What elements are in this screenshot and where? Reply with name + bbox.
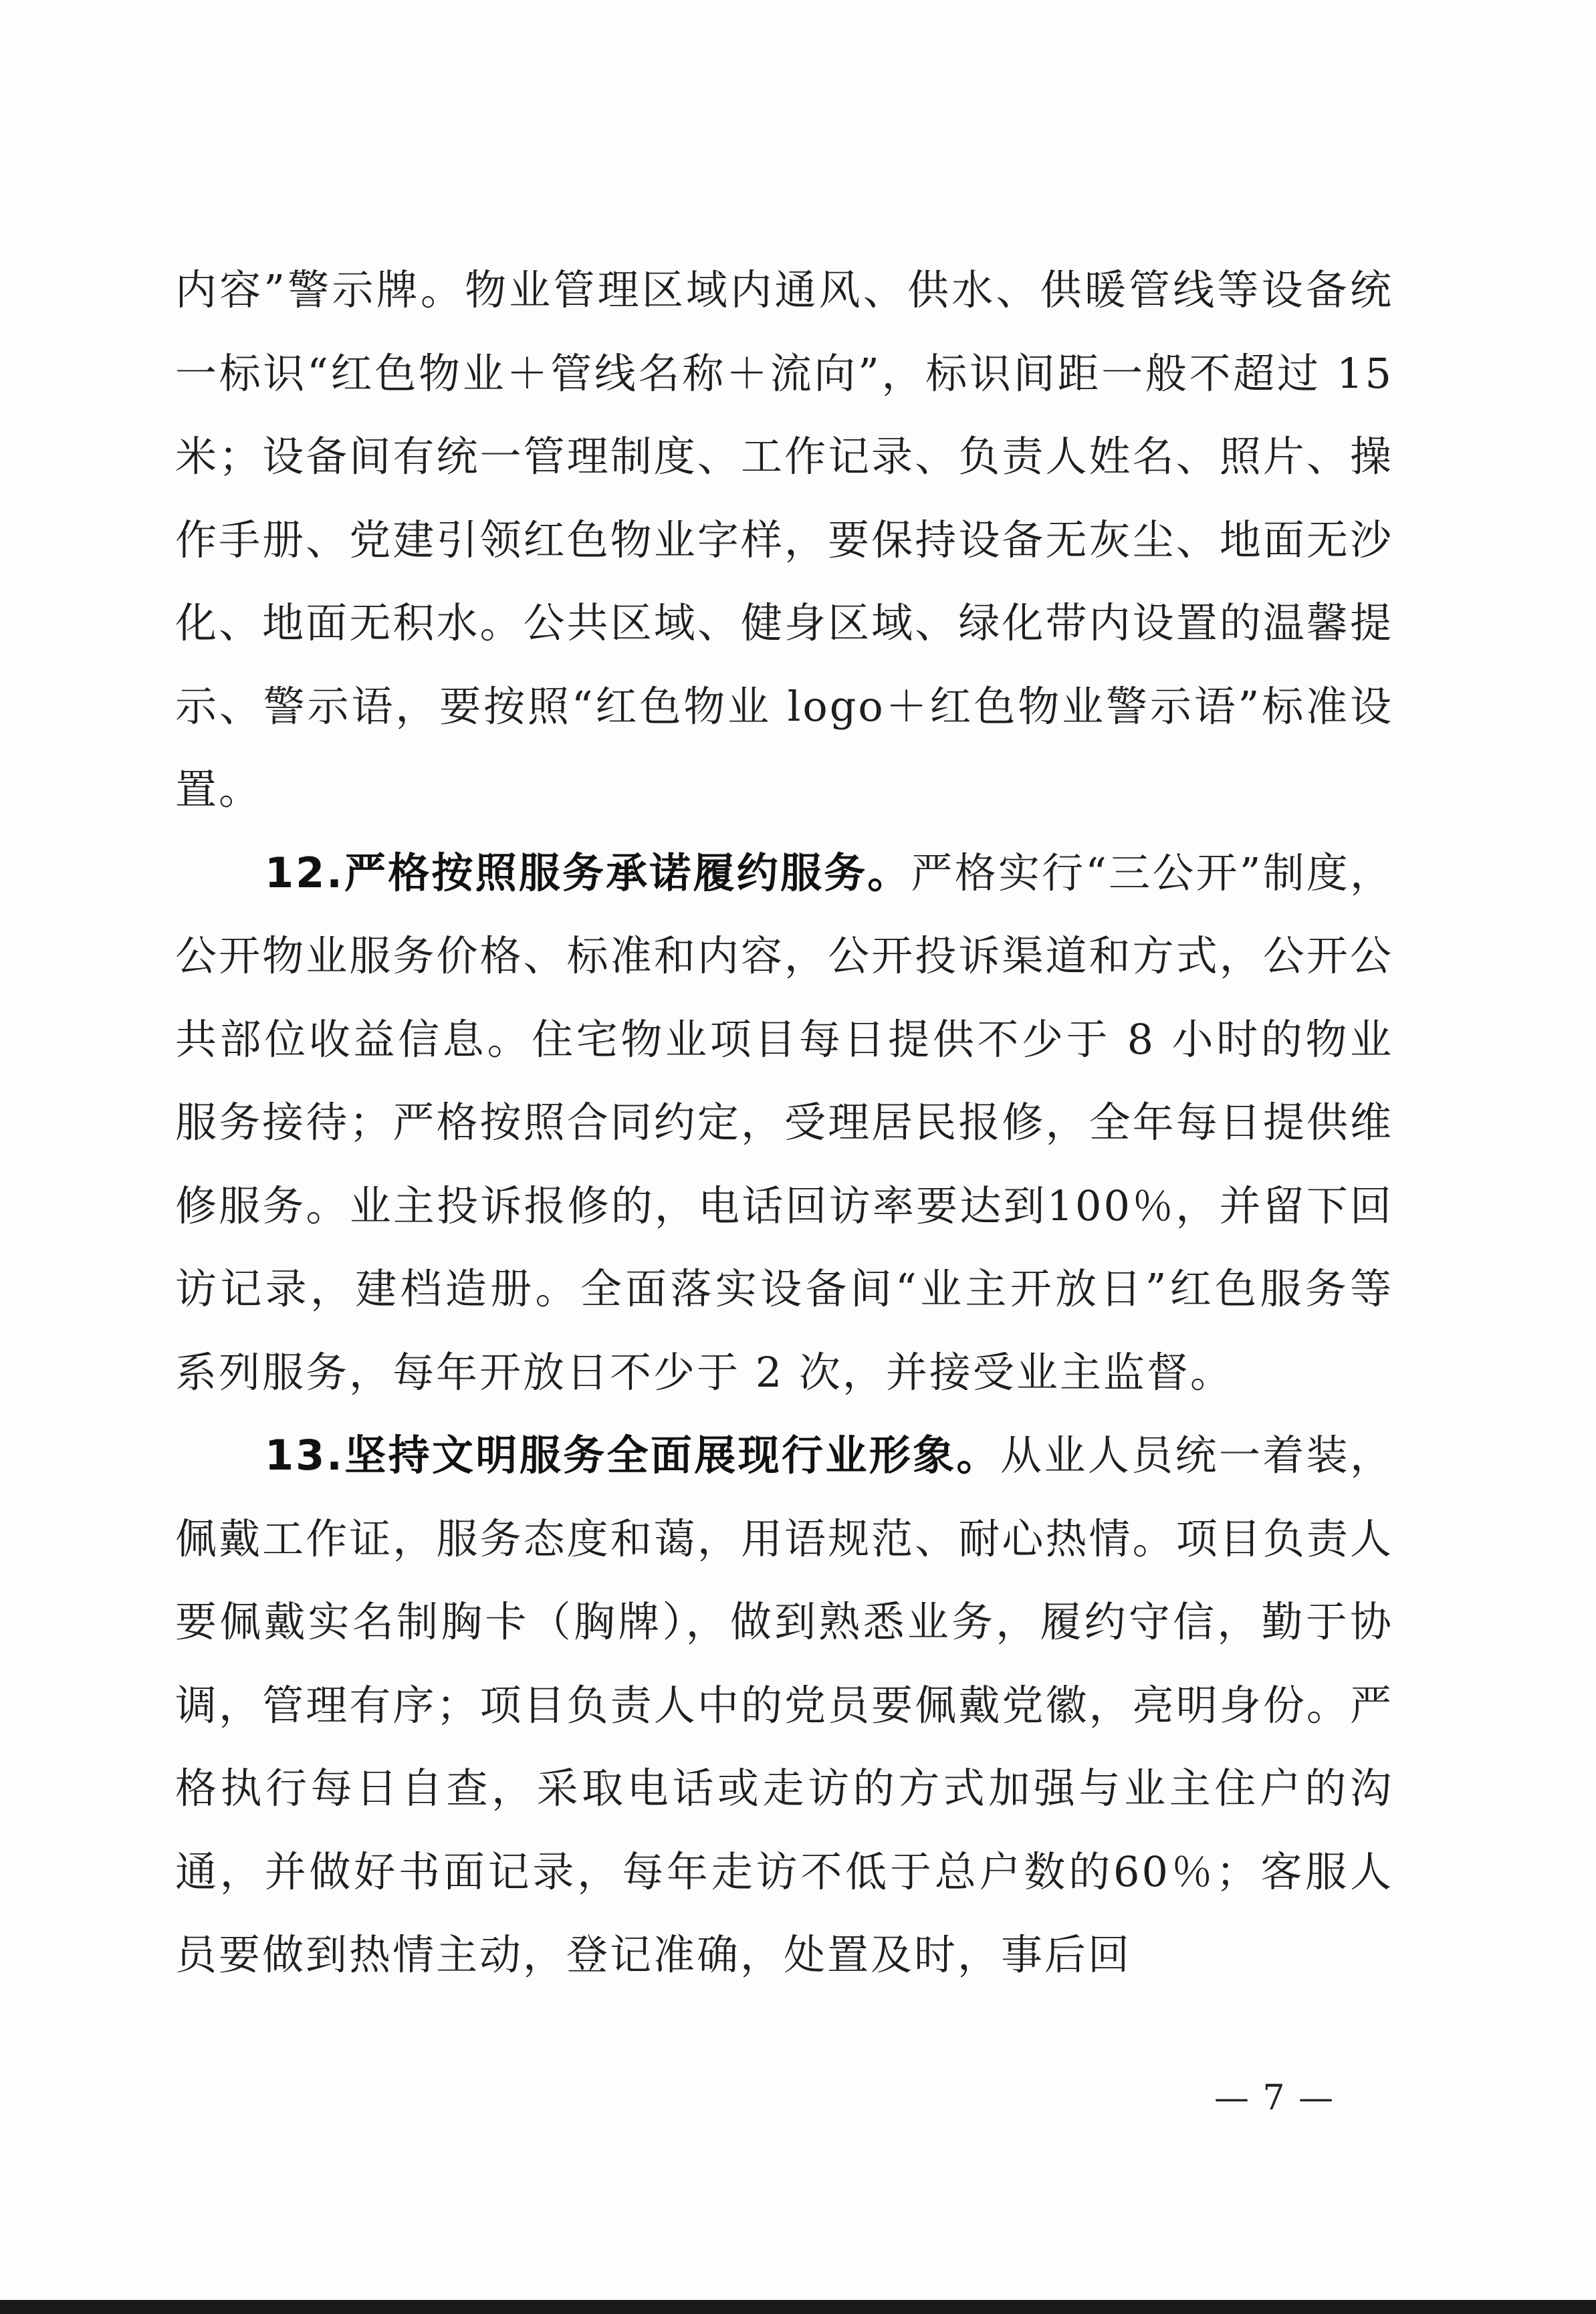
paragraph-heading: 13.坚持文明服务全面展现行业形象。 xyxy=(265,1431,1000,1480)
paragraph-text: 从业人员统一着装，佩戴工作证，服务态度和蔼，用语规范、耐心热情。项目负责人要佩戴实名制胸卡（胸牌），做到熟悉业务，履约守信，勤于协调，管理有序；项目负责人中的党员要佩戴党徽，亮明身份。严格执行每日自查，采取电话或走访的方式加强与业主住户的沟通，并做好书面记录，每年走访不低于总户数的60％；客服人员要做到热情主动，登记准确，处置及时，事后回 xyxy=(175,1431,1393,1979)
scan-edge-divider xyxy=(0,2300,1596,2314)
paragraph-heading: 12.严格按照服务承诺履约服务。 xyxy=(265,848,911,897)
paragraph-text: 内容”警示牌。物业管理区域内通风、供水、供暖管线等设备统一标识“红色物业＋管线名称＋流向”，标识间距一般不超过 15 米；设备间有统一管理制度、工作记录、负责人姓名、照片、操作手册、党建引领红色物业字样，要保持设备无灰尘、地面无沙化、地面无积水。公共区域、健身区域、绿化带内设置的温馨提示、警示语，要按照“红色物业 logo＋红色物业警示语”标准设置。 xyxy=(175,265,1393,814)
paragraph-continuation xyxy=(175,249,1393,832)
paragraph-item-12 xyxy=(175,832,1393,1415)
body-text xyxy=(175,249,1393,1997)
paragraph-text: 严格实行“三公开”制度，公开物业服务价格、标准和内容，公开投诉渠道和方式，公开公共部位收益信息。住宅物业项目每日提供不少于 8 小时的物业服务接待；严格按照合同约定，受理居民报修，全年每日提供维修服务。业主投诉报修的，电话回访率要达到100％，并留下回访记录，建档造册。全面落实设备间“业主开放日”红色服务等系列服务，每年开放日不少于 2 次，并接受业主监督。 xyxy=(175,848,1393,1397)
page-number: — 7 — xyxy=(1214,2078,1335,2118)
paragraph-item-13 xyxy=(175,1414,1393,1997)
